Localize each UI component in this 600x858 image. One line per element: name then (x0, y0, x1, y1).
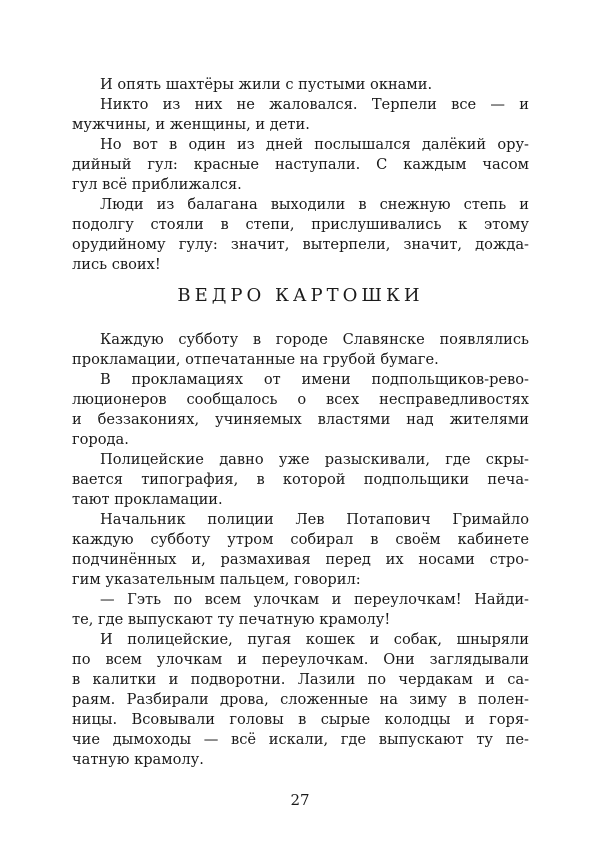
text-line: подолгу стояли в степи, прислушивались к этому (72, 216, 529, 233)
text-line: те, где выпускают ту печатную крамолу! (72, 611, 391, 628)
text-line: чие дымоходы — всё искали, где выпускают ту пе- (72, 731, 529, 748)
text-line: люционеров сообщалось о всех несправедливостях (72, 391, 529, 408)
text-line: Люди из балагана выходили в снежную степь и (100, 196, 529, 213)
text-line: Начальник полиции Лев Потапович Гримайло (100, 511, 529, 528)
text-line: И опять шахтёры жили с пустыми окнами. (100, 76, 433, 93)
text-line: города. (72, 431, 129, 448)
text-line: мужчины, и женщины, и дети. (72, 116, 310, 133)
text-line: — Гэть по всем улочкам и переулочкам! Найди- (100, 591, 529, 608)
text-line: по всем улочкам и переулочкам. Они заглядывали (72, 651, 529, 668)
text-line: В прокламациях от имени подпольщиков-рево- (100, 371, 529, 388)
text-line: вается типография, в которой подпольщики печа- (72, 471, 529, 488)
section-title: ВЕДРО КАРТОШКИ (177, 285, 424, 306)
text-line: орудийному гулу: значит, вытерпели, значит, дожда- (72, 236, 529, 253)
text-line: Каждую субботу в городе Славянске появлялись (100, 331, 529, 348)
text-line: чатную крамолу. (72, 751, 204, 768)
text-line: тают прокламации. (72, 491, 223, 508)
text-line: Но вот в один из дней послышался далёкий ору- (100, 136, 529, 153)
text-line: лись своих! (72, 256, 161, 273)
text-line: Никто из них не жаловался. Терпели все — и (100, 96, 529, 113)
text-line: каждую субботу утром собирал в своём кабинете (72, 531, 529, 548)
text-line: в калитки и подворотни. Лазили по чердакам и са- (72, 671, 529, 688)
text-line: раям. Разбирали дрова, сложенные на зиму в полен- (72, 691, 529, 708)
text-line: гим указательным пальцем, говорил: (72, 571, 361, 588)
page-number: 27 (290, 791, 310, 809)
text-line: дийный гул: красные наступали. С каждым часом (72, 156, 529, 173)
text-line: И полицейские, пугая кошек и собак, шныряли (100, 631, 529, 648)
text-line: прокламации, отпечатанные на грубой бумаге. (72, 351, 439, 368)
text-line: ницы. Всовывали головы в сырые колодцы и горя- (72, 711, 529, 728)
text-line: подчинённых и, размахивая перед их носами стро- (72, 551, 529, 568)
text-line: и беззакониях, учиняемых властями над жителями (72, 411, 529, 428)
text-line: Полицейские давно уже разыскивали, где скры- (100, 451, 529, 468)
text-line: гул всё приближался. (72, 176, 242, 193)
